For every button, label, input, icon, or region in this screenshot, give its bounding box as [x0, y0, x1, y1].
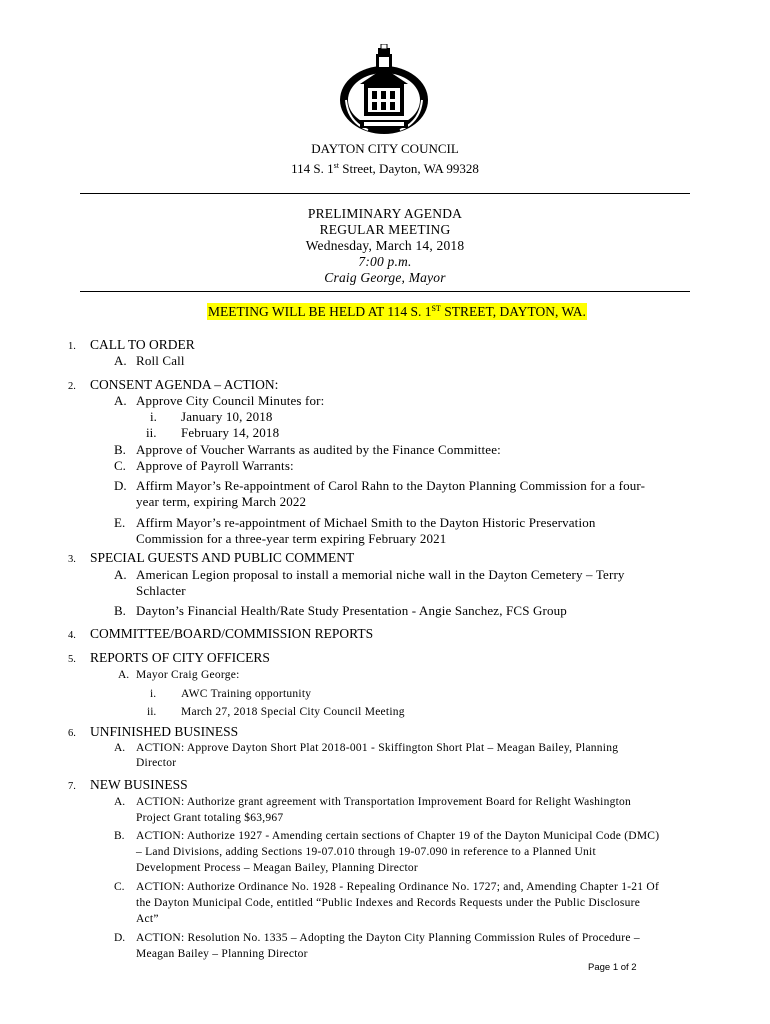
city-seal-logo — [334, 44, 434, 136]
item-label: D. — [114, 932, 126, 944]
page-number: Page 1 of 2 — [588, 962, 637, 973]
item-text-cont: Meagan Bailey – Planning Director — [136, 948, 308, 960]
subitem-label: ii. — [146, 425, 157, 440]
subitem-text: March 27, 2018 Special City Council Meeting — [181, 706, 405, 718]
subitem-label: ii. — [147, 706, 157, 718]
item-text: Approve City Council Minutes for: — [136, 393, 325, 408]
item-label: C. — [114, 881, 125, 893]
section-title: UNFINISHED BUSINESS — [90, 724, 239, 739]
item-text: Approve of Voucher Warrants as audited by the Finance Committee: — [136, 442, 501, 457]
item-label: B. — [114, 603, 126, 618]
item-text-cont: Act” — [136, 913, 159, 925]
section-title: REPORTS OF CITY OFFICERS — [90, 650, 270, 665]
item-label: B. — [114, 442, 126, 457]
section-title: SPECIAL GUESTS AND PUBLIC COMMENT — [90, 550, 355, 565]
item-text: Mayor Craig George: — [136, 669, 240, 681]
meeting-time: 7:00 p.m. — [358, 254, 412, 269]
meeting-date: Wednesday, March 14, 2018 — [305, 238, 465, 253]
section-title: CONSENT AGENDA – ACTION: — [90, 377, 279, 392]
city-seal-icon — [334, 44, 434, 136]
section-title: NEW BUSINESS — [90, 777, 188, 792]
section-number: 3. — [68, 554, 76, 565]
item-text: ACTION: Authorize 1927 - Amending certain sections of Chapter 19 of the Dayton Municipal Code (DMC) — [136, 830, 660, 842]
section-title: CALL TO ORDER — [90, 337, 195, 352]
item-text-cont: Development Process – Meagan Bailey, Planning Director — [136, 862, 418, 874]
mayor-name: Craig George, Mayor — [324, 270, 446, 285]
subitem-label: i. — [150, 688, 157, 700]
item-text: ACTION: Resolution No. 1335 – Adopting the Dayton City Planning Commission Rules of Procedure – — [136, 932, 640, 944]
item-text-cont: Director — [136, 757, 177, 769]
item-text-cont: Project Grant totaling $63,967 — [136, 812, 284, 824]
item-label: A. — [114, 567, 127, 582]
item-label: B. — [114, 830, 125, 842]
item-text-cont: the Dayton Municipal Code, entitled “Public Indexes and Records Requests under the Public Disclosure — [136, 897, 641, 909]
item-label: A. — [118, 669, 130, 681]
item-text: American Legion proposal to install a memorial niche wall in the Dayton Cemetery – Terry — [136, 567, 625, 582]
top-divider — [80, 193, 690, 194]
item-text: ACTION: Approve Dayton Short Plat 2018-001 - Skiffington Short Plat – Meagan Bailey, Planning — [136, 742, 619, 754]
section-title: COMMITTEE/BOARD/COMMISSION REPORTS — [90, 626, 374, 641]
meeting-type: REGULAR MEETING — [319, 222, 451, 237]
section-number: 4. — [68, 630, 76, 641]
council-name: DAYTON CITY COUNCIL — [311, 141, 459, 156]
subitem-text: January 10, 2018 — [181, 409, 273, 424]
item-text: ACTION: Authorize grant agreement with Transportation Improvement Board for Relight Washington — [136, 796, 632, 808]
item-text-cont: Commission for a three-year term expiring February 2021 — [136, 531, 447, 546]
section-number: 2. — [68, 381, 76, 392]
item-text-cont: Schlacter — [136, 583, 186, 598]
item-label: E. — [114, 515, 126, 530]
section-number: 5. — [68, 654, 76, 665]
subitem-text: February 14, 2018 — [181, 425, 280, 440]
item-text: Affirm Mayor’s Re-appointment of Carol Rahn to the Dayton Planning Commission for a four- — [136, 478, 646, 493]
agenda-title: PRELIMINARY AGENDA — [307, 206, 463, 221]
subitem-label: i. — [150, 409, 157, 424]
item-text: ACTION: Authorize Ordinance No. 1928 - Repealing Ordinance No. 1727; and, Amending Chapter 1-21 Of — [136, 881, 660, 893]
council-address: 114 S. 1st Street, Dayton, WA 99328 — [291, 161, 479, 176]
item-label: A. — [114, 742, 126, 754]
subitem-text: AWC Training opportunity — [181, 688, 312, 700]
meeting-location-notice: MEETING WILL BE HELD AT 114 S. 1ST STREET, DAYTON, WA. — [208, 304, 586, 319]
section-number: 6. — [68, 728, 76, 739]
item-text: Roll Call — [136, 353, 185, 368]
item-label: D. — [114, 478, 127, 493]
item-label: A. — [114, 796, 126, 808]
item-label: C. — [114, 458, 126, 473]
item-text: Affirm Mayor’s re-appointment of Michael Smith to the Dayton Historic Preservation — [136, 515, 596, 530]
item-text: Approve of Payroll Warrants: — [136, 458, 294, 473]
item-text-cont: – Land Divisions, adding Sections 19-07.010 through 19-07.090 in reference to a Planned Unit — [136, 846, 596, 858]
item-text-cont: year term, expiring March 2022 — [136, 494, 307, 509]
section-number: 7. — [68, 781, 76, 792]
item-label: A. — [114, 393, 127, 408]
item-label: A. — [114, 353, 127, 368]
bottom-divider — [80, 291, 690, 292]
item-text: Dayton’s Financial Health/Rate Study Presentation - Angie Sanchez, FCS Group — [136, 603, 567, 618]
section-number: 1. — [68, 341, 76, 352]
